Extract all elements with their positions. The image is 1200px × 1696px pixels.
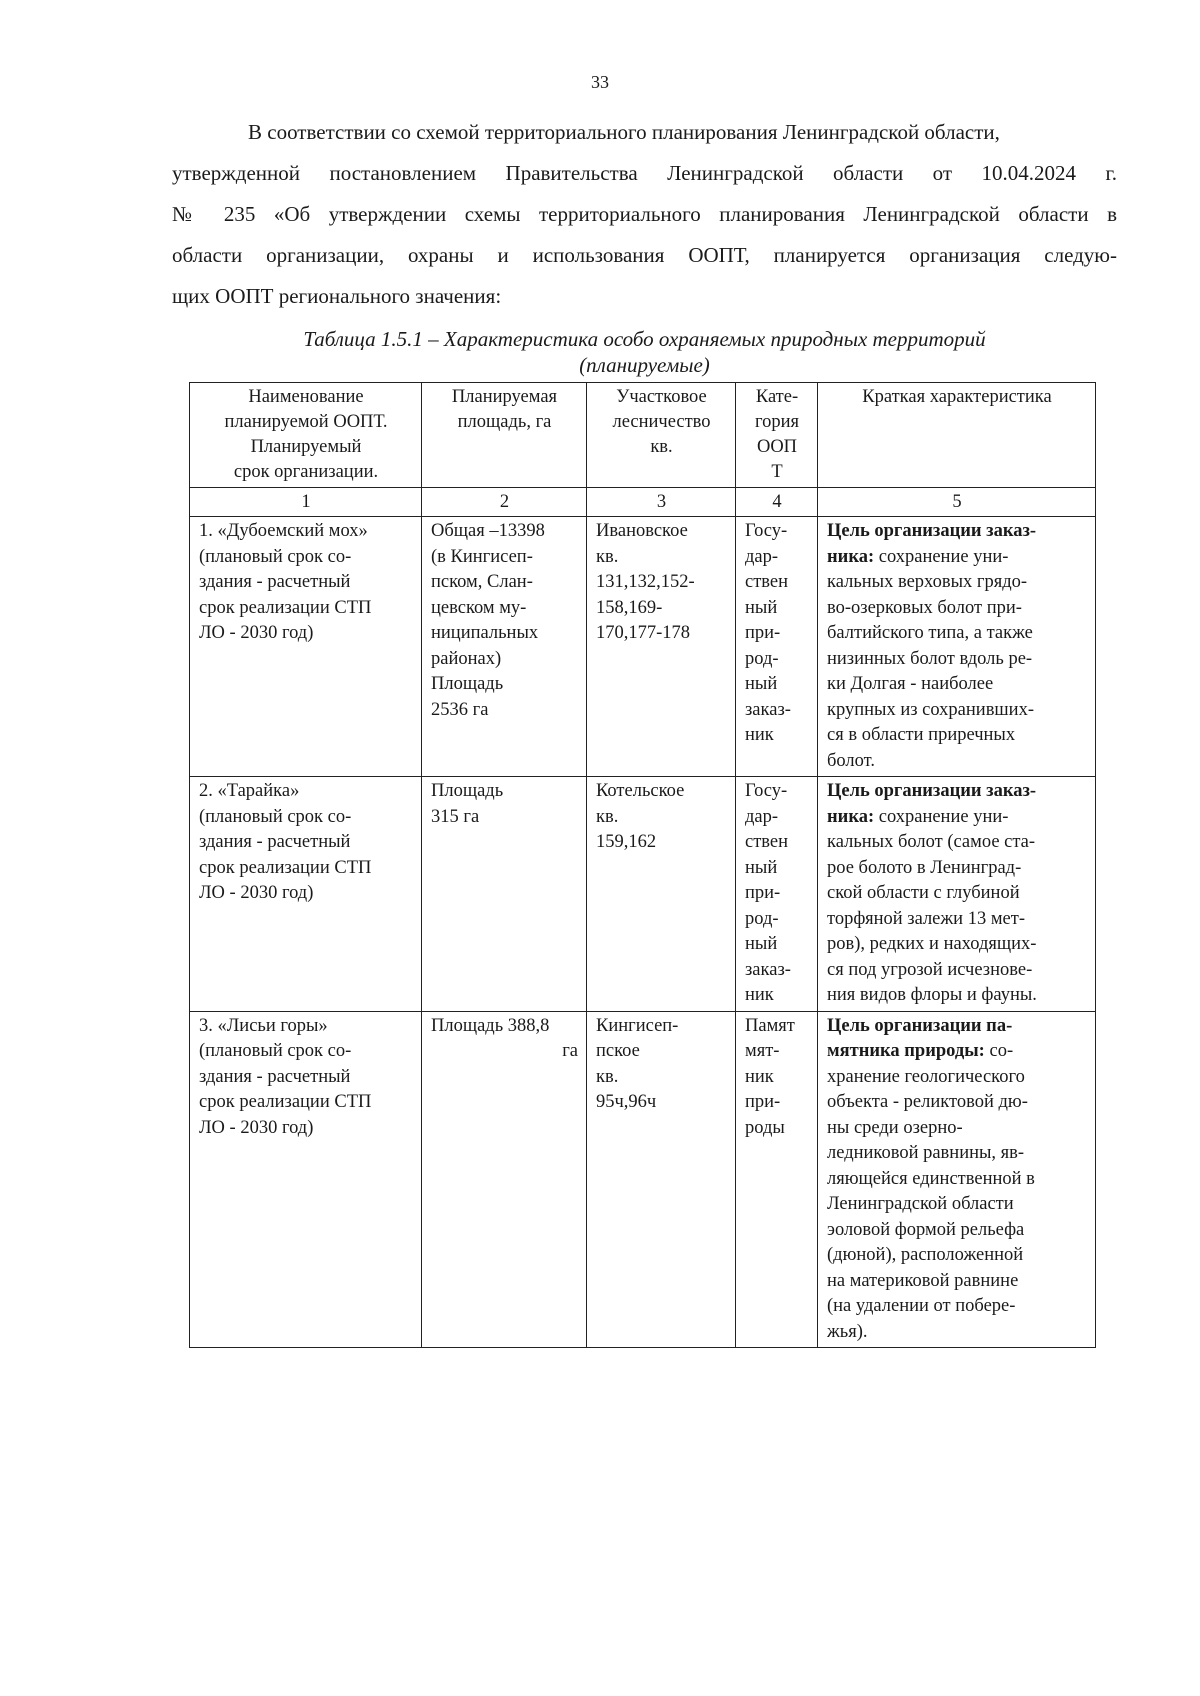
cell-description: Цель организации заказ- ника: сохранение уни- кальных верховых грядо- во-озерковых болот при- балтийского типа, а также низинных болот вдоль ре- ки Долгая - наиболее крупных из сохранивших- ся в области приречных болот. (818, 517, 1096, 777)
cell-forestry: Ивановское кв. 131,132,152- 158,169- 170,177-178 (587, 517, 736, 777)
page-number: 33 (591, 72, 609, 92)
table-row (190, 1011, 1096, 1348)
table-row (190, 777, 1096, 1012)
intro-line: № 235 «Об утверждении схемы территориального планирования Ленинградской области в (172, 202, 1117, 226)
cell-description: Цель организации па- мятника природы: со- хранение геологического объекта - реликтовой дю- ны среди озерно- ледниковой равнины, яв- ляющейся единственной в Ленинградской области эоловой формой рельефа (дюной), расположенной на материковой равнине (на удалении от побере- жья). (818, 1011, 1096, 1348)
table-caption (172, 326, 1117, 378)
column-number: 1 (190, 488, 422, 517)
cell-area: Общая –13398 (в Кингисеп- пском, Слан- цевском му- ниципальных районах) Площадь 2536 га (422, 517, 587, 777)
cell-category: Памят мят- ник при- роды (736, 1011, 818, 1348)
header-cell-category: Кате- гория ООП Т (736, 383, 818, 488)
cell-category: Госу- дар- ствен ный при- род- ный заказ- ник (736, 777, 818, 1012)
intro-paragraph (172, 112, 1117, 317)
intro-line: В соответствии со схемой территориального планирования Ленинградской области, (248, 120, 1000, 144)
cell-description: Цель организации заказ- ника: сохранение уни- кальных болот (самое ста- рое болото в Ленинград- ской области с глубиной торфяной залежи 13 мет- ров), редких и находящих- ся под угрозой исчезнове- ния видов флоры и фауны. (818, 777, 1096, 1012)
intro-line: щих ООПТ регионального значения: (172, 284, 502, 308)
header-cell-area: Планируемая площадь, га (422, 383, 587, 488)
header-cell-forestry: Участковое лесничество кв. (587, 383, 736, 488)
header-cell-description: Краткая характеристика (818, 383, 1096, 488)
column-number: 3 (587, 488, 736, 517)
intro-line: утвержденной постановлением Правительства Ленинградской области от 10.04.2024 г. (172, 161, 1117, 185)
cell-forestry: Котельское кв. 159,162 (587, 777, 736, 1012)
oopt-table (189, 382, 1096, 1348)
table-row (190, 517, 1096, 777)
cell-name: 3. «Лисьи горы» (плановый срок со- здания - расчетный срок реализации СТП ЛО - 2030 год) (190, 1011, 422, 1348)
column-number: 4 (736, 488, 818, 517)
column-number: 5 (818, 488, 1096, 517)
column-number: 2 (422, 488, 587, 517)
cell-area: Площадь 315 га (422, 777, 587, 1012)
table-column-numbers-row (190, 488, 1096, 517)
header-cell-name: Наименование планируемой ООПТ. Планируемый срок организации. (190, 383, 422, 488)
cell-name: 1. «Дубоемский мох» (плановый срок со- здания - расчетный срок реализации СТП ЛО - 2030 год) (190, 517, 422, 777)
table-header-row (190, 383, 1096, 488)
cell-forestry: Кингисеп- пское кв. 95ч,96ч (587, 1011, 736, 1348)
caption-line: Таблица 1.5.1 – Характеристика особо охраняемых природных территорий (303, 327, 986, 351)
cell-name: 2. «Тарайка» (плановый срок со- здания - расчетный срок реализации СТП ЛО - 2030 год) (190, 777, 422, 1012)
intro-line: области организации, охраны и использования ООПТ, планируется организация следую- (172, 243, 1117, 267)
cell-category: Госу- дар- ствен ный при- род- ный заказ- ник (736, 517, 818, 777)
caption-line: (планируемые) (579, 353, 710, 377)
cell-area: Площадь 388,8 га (422, 1011, 587, 1348)
